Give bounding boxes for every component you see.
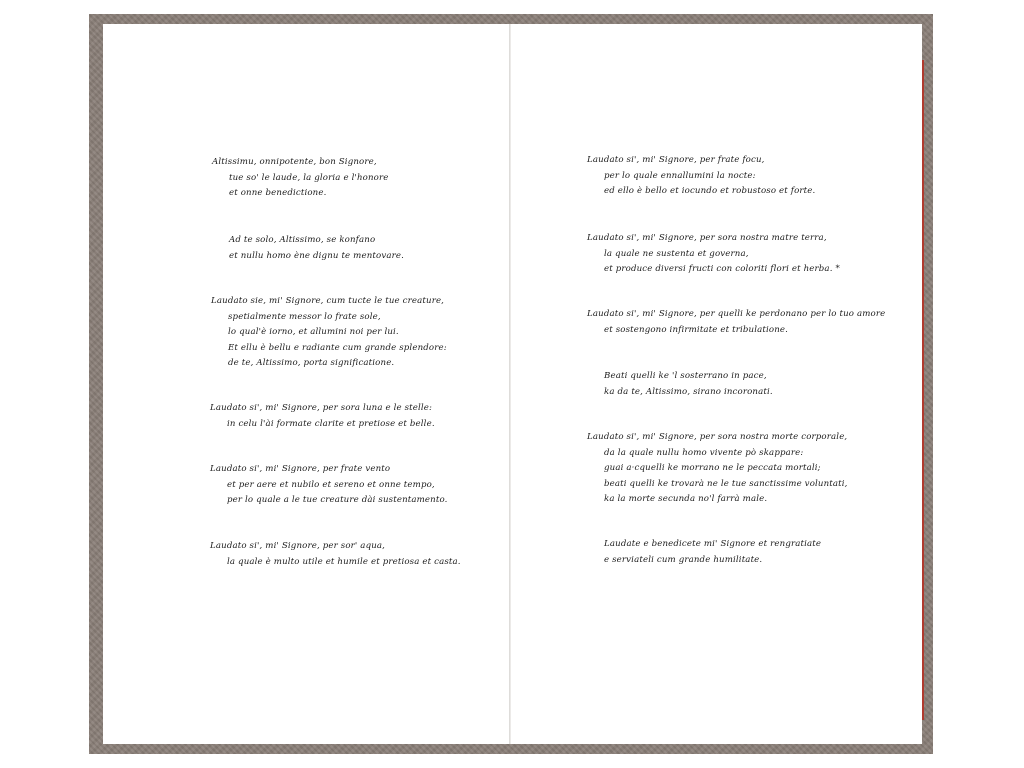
verse-line: per lo quale a le tue creature dài sustentamento. xyxy=(227,495,448,505)
verse-line: Laudato si', mi' Signore, per sora nostra matre terra, xyxy=(587,233,827,243)
verse-line: ka da te, Altissimo, sirano incoronati. xyxy=(604,386,773,397)
verse-line: per lo quale ennallumini la nocte: xyxy=(604,170,756,181)
verse-line: de te, Altissimo, porta significatione. xyxy=(228,358,395,368)
verse-line: et nullu homo ène dignu te mentovare. xyxy=(229,250,404,261)
verse-line: da la quale nullu homo vivente pò skappare: xyxy=(604,447,804,458)
left-stanza-6 xyxy=(210,539,461,570)
verse-line: in celu l'ài formate clarite et pretiose et belle. xyxy=(227,418,435,429)
verse-line: spetialmente messor lo frate sole, xyxy=(228,311,381,322)
right-stanza-6 xyxy=(604,537,821,568)
verse-line: lo qual'è iorno, et allumini noi per lui. xyxy=(228,327,399,337)
verse-line: Altissimu, onnipotente, bon Signore, xyxy=(212,157,377,167)
verse-line: Laudate e benedicete mi' Signore et rengratiate xyxy=(604,539,822,549)
verse-line: Ad te solo, Altissimo, se konfano xyxy=(229,235,376,245)
verse-line: la quale è multo utile et humile et pretiosa et casta. xyxy=(227,556,461,567)
verse-line: Laudato sie, mi' Signore, cum tucte le tue creature, xyxy=(211,296,445,306)
page-edge-accent xyxy=(922,60,924,720)
right-stanza-3 xyxy=(587,307,885,338)
verse-line: et onne benedictione. xyxy=(229,188,327,198)
verse-line: la quale ne sustenta et governa, xyxy=(604,248,749,259)
verse-line: Laudato si', mi' Signore, per sora nostra morte corporale, xyxy=(587,432,848,442)
verse-line: Laudato si', mi' Signore, per quelli ke perdonano per lo tuo amore xyxy=(587,309,886,319)
verse-line: Et ellu è bellu e radiante cum grande splendore: xyxy=(228,342,447,353)
verse-line: guai a·cquelli ke morrano ne le peccata mortali; xyxy=(604,463,821,473)
right-stanza-5 xyxy=(587,430,848,508)
left-stanza-2 xyxy=(229,233,404,264)
left-stanza-5 xyxy=(210,462,448,509)
verse-line: tue so' le laude, la gloria e l'honore xyxy=(229,172,389,183)
verse-line: ka la morte secunda no'l farrà male. xyxy=(604,494,768,504)
verse-line: et sostengono infirmitate et tribulatione. xyxy=(604,324,789,335)
verse-line: Laudato si', mi' Signore, per frate focu, xyxy=(587,155,765,165)
right-stanza-1 xyxy=(587,153,815,200)
right-stanza-2 xyxy=(587,231,840,278)
left-page xyxy=(103,24,509,744)
verse-line: Beati quelli ke 'l sosterrano in pace, xyxy=(604,371,767,381)
verse-line: e serviateli cum grande humilitate. xyxy=(604,554,763,565)
left-stanza-4 xyxy=(210,401,435,432)
left-stanza-3 xyxy=(211,294,447,372)
book-gutter xyxy=(509,24,511,744)
right-stanza-4 xyxy=(604,369,773,400)
verse-line: Laudato si', mi' Signore, per frate vento xyxy=(210,464,391,474)
verse-line: Laudato si', mi' Signore, per sora luna e le stelle: xyxy=(210,403,433,413)
verse-line: Laudato si', mi' Signore, per sor' aqua, xyxy=(210,541,386,551)
verse-line: ed ello è bello et iocundo et robustoso et forte. xyxy=(604,186,816,196)
left-stanza-1 xyxy=(212,155,389,202)
verse-line: et per aere et nubilo et sereno et onne tempo, xyxy=(227,479,435,490)
verse-line: beati quelli ke trovarà ne le tue sanctissime voluntati, xyxy=(604,478,848,489)
verse-line: et produce diversi fructi con coloriti flori et herba. * xyxy=(604,264,840,274)
